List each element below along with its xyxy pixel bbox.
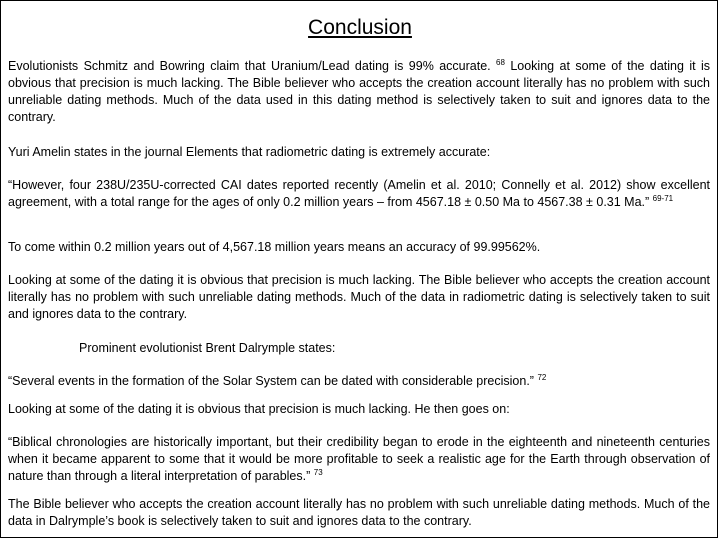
footnote-ref: 73 xyxy=(313,467,323,477)
quote-dalrymple-2: “Biblical chronologies are historically important, but their credibility began to erode in the eighteenth and nineteenth centuries when it became apparent to some that it would be more profitable to seek a realistic age for the Earth through observation of nature than through a literal interpretation of parables.” $^{73}$ xyxy=(8,435,710,483)
paragraph-dalrymple-intro: Prominent evolutionist Brent Dalrymple states: xyxy=(79,341,336,355)
page-title: Conclusion xyxy=(308,16,412,39)
paragraph-precision-lacking: Looking at some of the dating it is obvious that precision is much lacking. The Bible believer who accepts the creation account literally has no problem with such unreliable dating methods. Much of the data in radiometric dating is selectively taken to suit and ignores data to the contrary. xyxy=(8,273,710,321)
footnote-ref: 69-71 xyxy=(652,193,674,203)
footnote-ref: 72 xyxy=(537,372,547,382)
paragraph-schmitz-bowring: Evolutionists Schmitz and Bowring claim that Uranium/Lead dating is 99% accurate. $^{68}$ Looking at some of the dating it is obvious that precision is much lacking. The Bible believer who accepts the creation account literally has no problem with such unreliable dating methods. Much of the data used in this dating method is selectively taken to suit and ignores data to the contrary. xyxy=(8,57,710,124)
paragraph-closing: The Bible believer who accepts the creation account literally has no problem with such unreliable dating methods. Much of the data in Dalrymple’s book is selectively taken to suit and ignores data to the contrary. xyxy=(8,497,710,528)
footnote-ref: 68 xyxy=(496,57,505,67)
paragraph-accuracy: To come within 0.2 million years out of 4,567.18 million years means an accuracy of 99.99562%. xyxy=(8,240,541,254)
quote-dalrymple-1: “Several events in the formation of the Solar System can be dated with considerable precision.” $^{72}$ xyxy=(8,372,547,388)
quote-amelin: “However, four 238U/235U-corrected CAI dates reported recently (Amelin et al. 2010; Connelly et al. 2012) show excellent agreement, with a total range for the ages of only 0.2 million years – from 4567.18 ± 0.50 Ma to 4567.38 ± 0.31 Ma.” $^{69-71}$ xyxy=(8,178,710,209)
paragraph-amelin-intro: Yuri Amelin states in the journal Elements that radiometric dating is extremely accurate: xyxy=(8,145,491,159)
paragraph-goes-on: Looking at some of the dating it is obvious that precision is much lacking. He then goes on: xyxy=(8,402,510,416)
